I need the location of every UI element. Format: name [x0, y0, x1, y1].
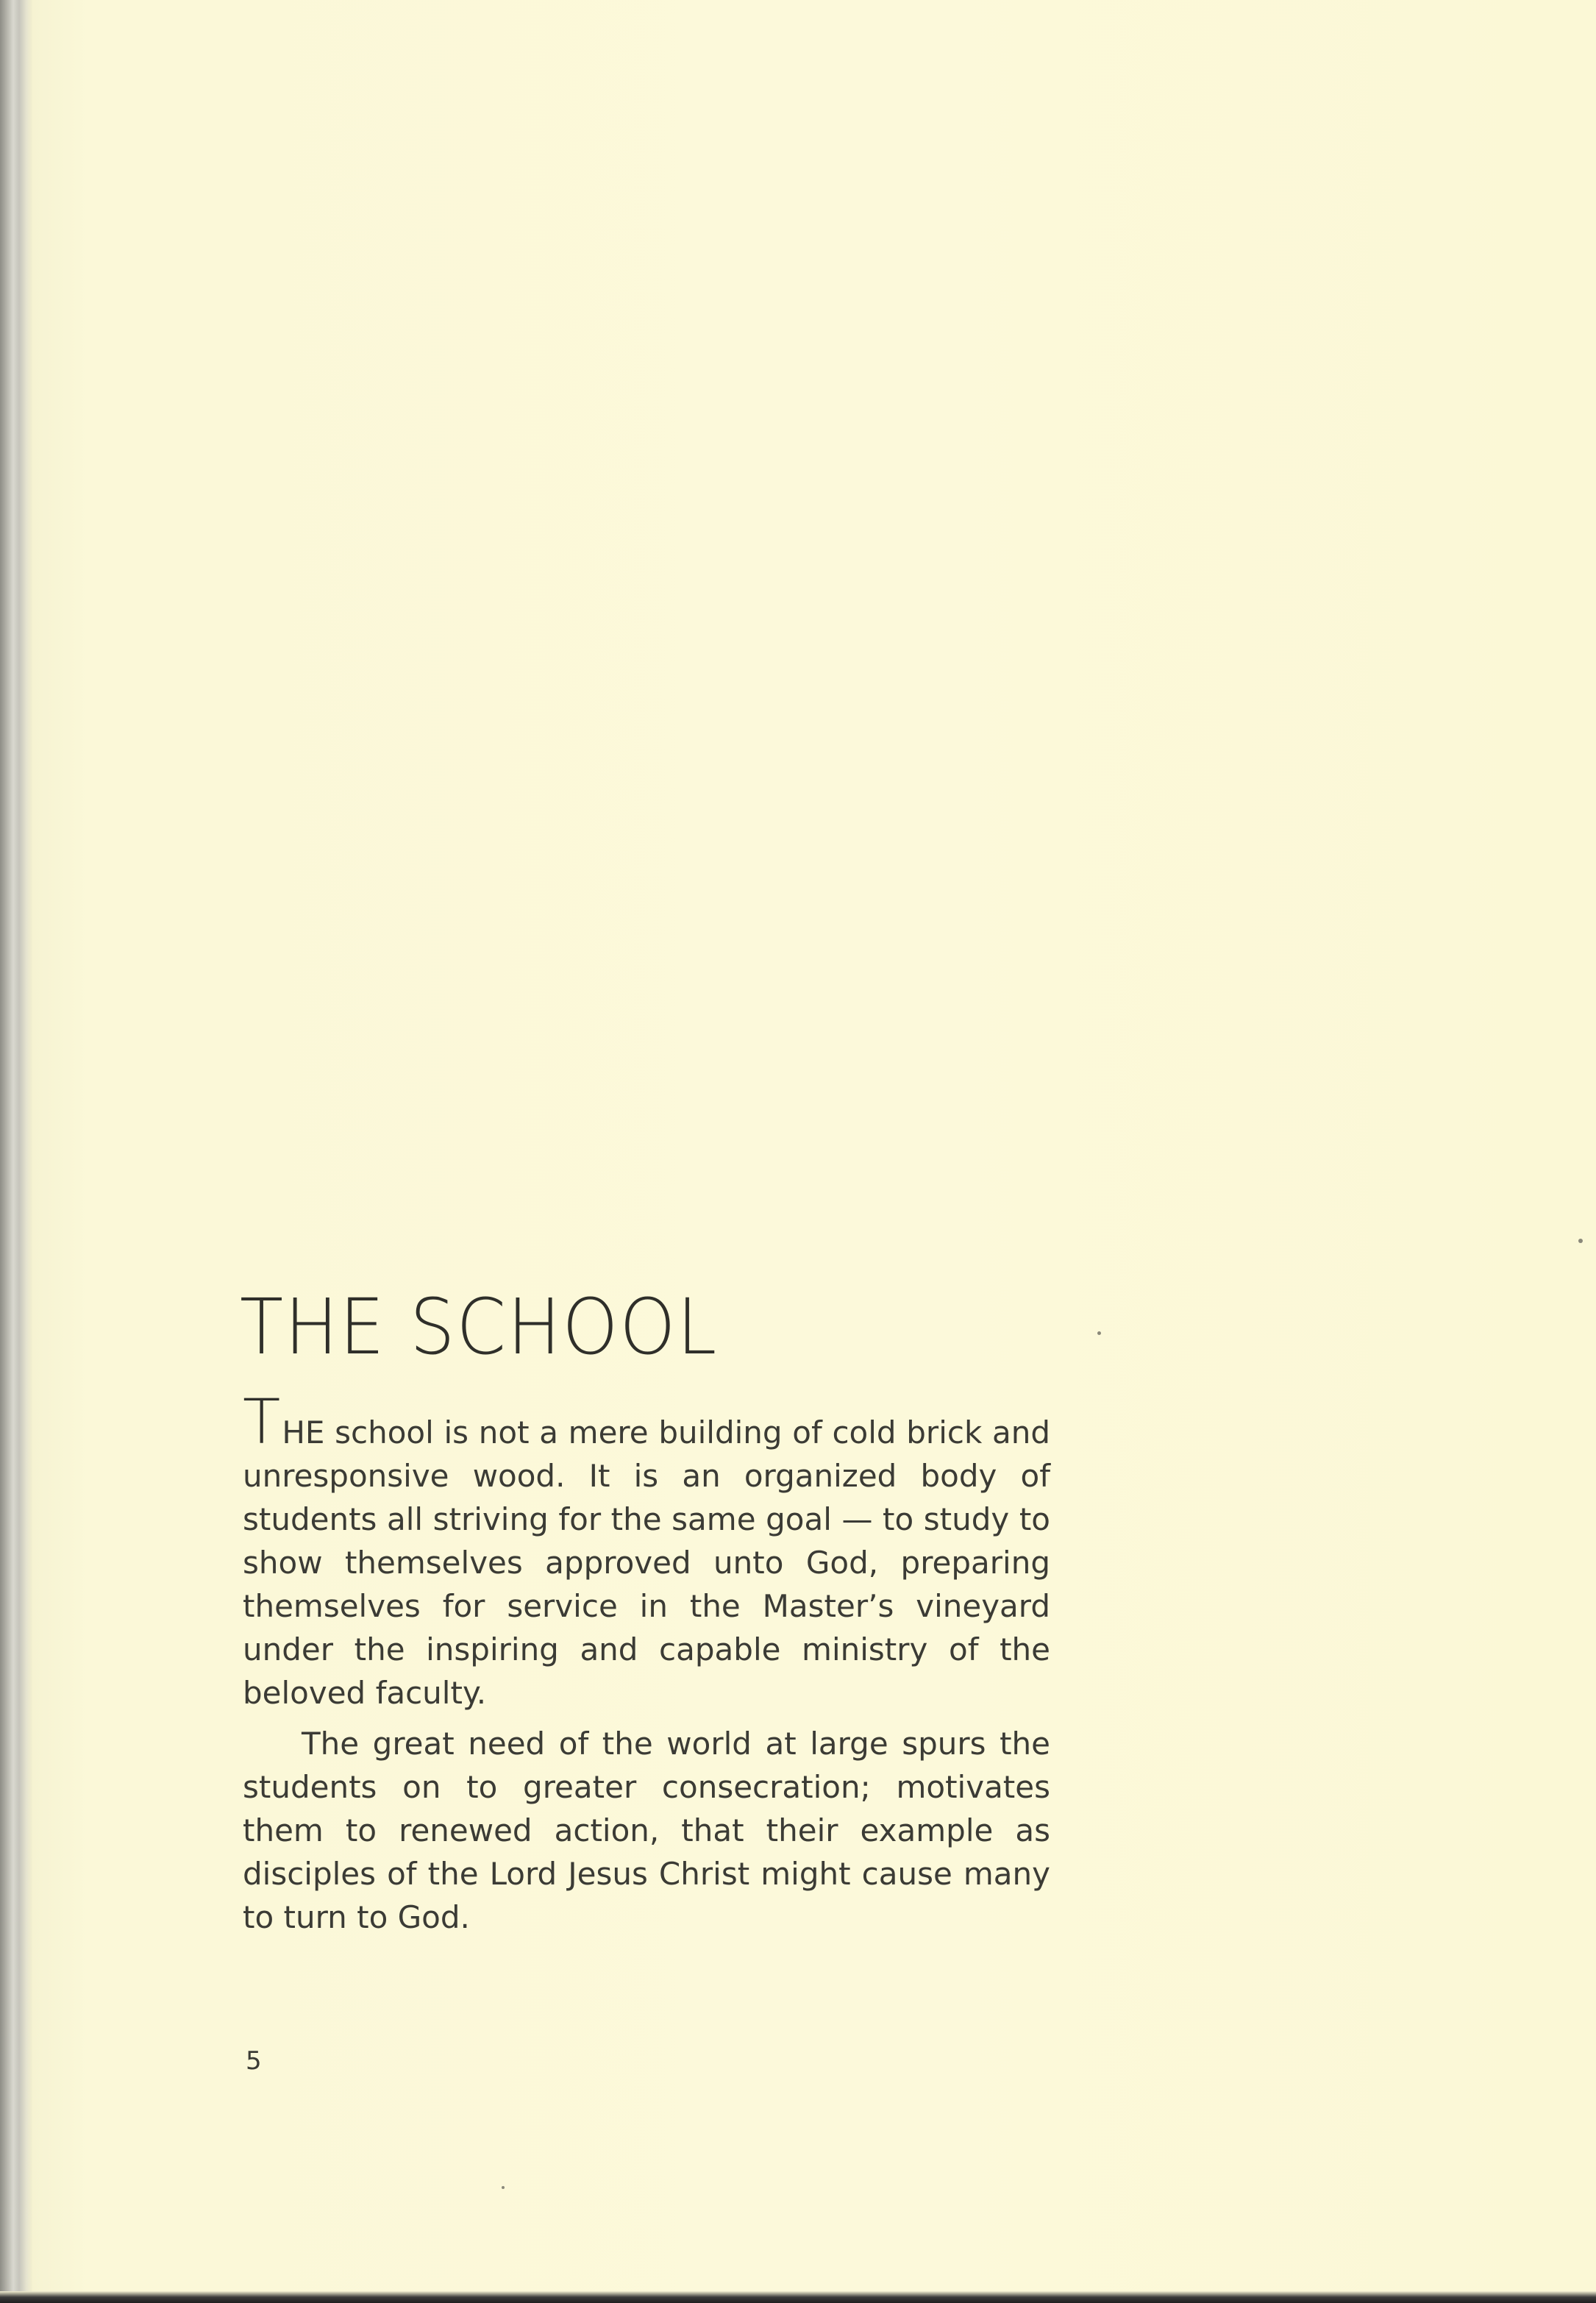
body-text: [243, 1386, 1050, 1939]
paragraph-1: [243, 1386, 1050, 1715]
paragraph-1-text: HE school is not a mere building of cold brick and unresponsive wood. It is an organized body of students all striving for the same goal — to study to show themselves approved unto God, preparing themselves for service in the Master’s vineyard under the inspiring and capable ministry of the beloved faculty.: [243, 1414, 1050, 1711]
paper-speck: [1578, 1239, 1583, 1243]
page-number: 5: [246, 2046, 262, 2076]
paper-speck: [502, 2186, 505, 2189]
paragraph-2: The great need of the world at large spurs the students on to greater consecration; motivates them to renewed action, that their example as disciples of the Lord Jesus Christ might cause many to turn to God.: [243, 1726, 1050, 1935]
page-bottom-edge: [0, 2291, 1596, 2303]
paper-speck: [1097, 1331, 1101, 1335]
page-binding-edge: [0, 0, 32, 2303]
drop-cap: T: [243, 1386, 281, 1458]
page-title: THE SCHOOL: [240, 1282, 719, 1372]
